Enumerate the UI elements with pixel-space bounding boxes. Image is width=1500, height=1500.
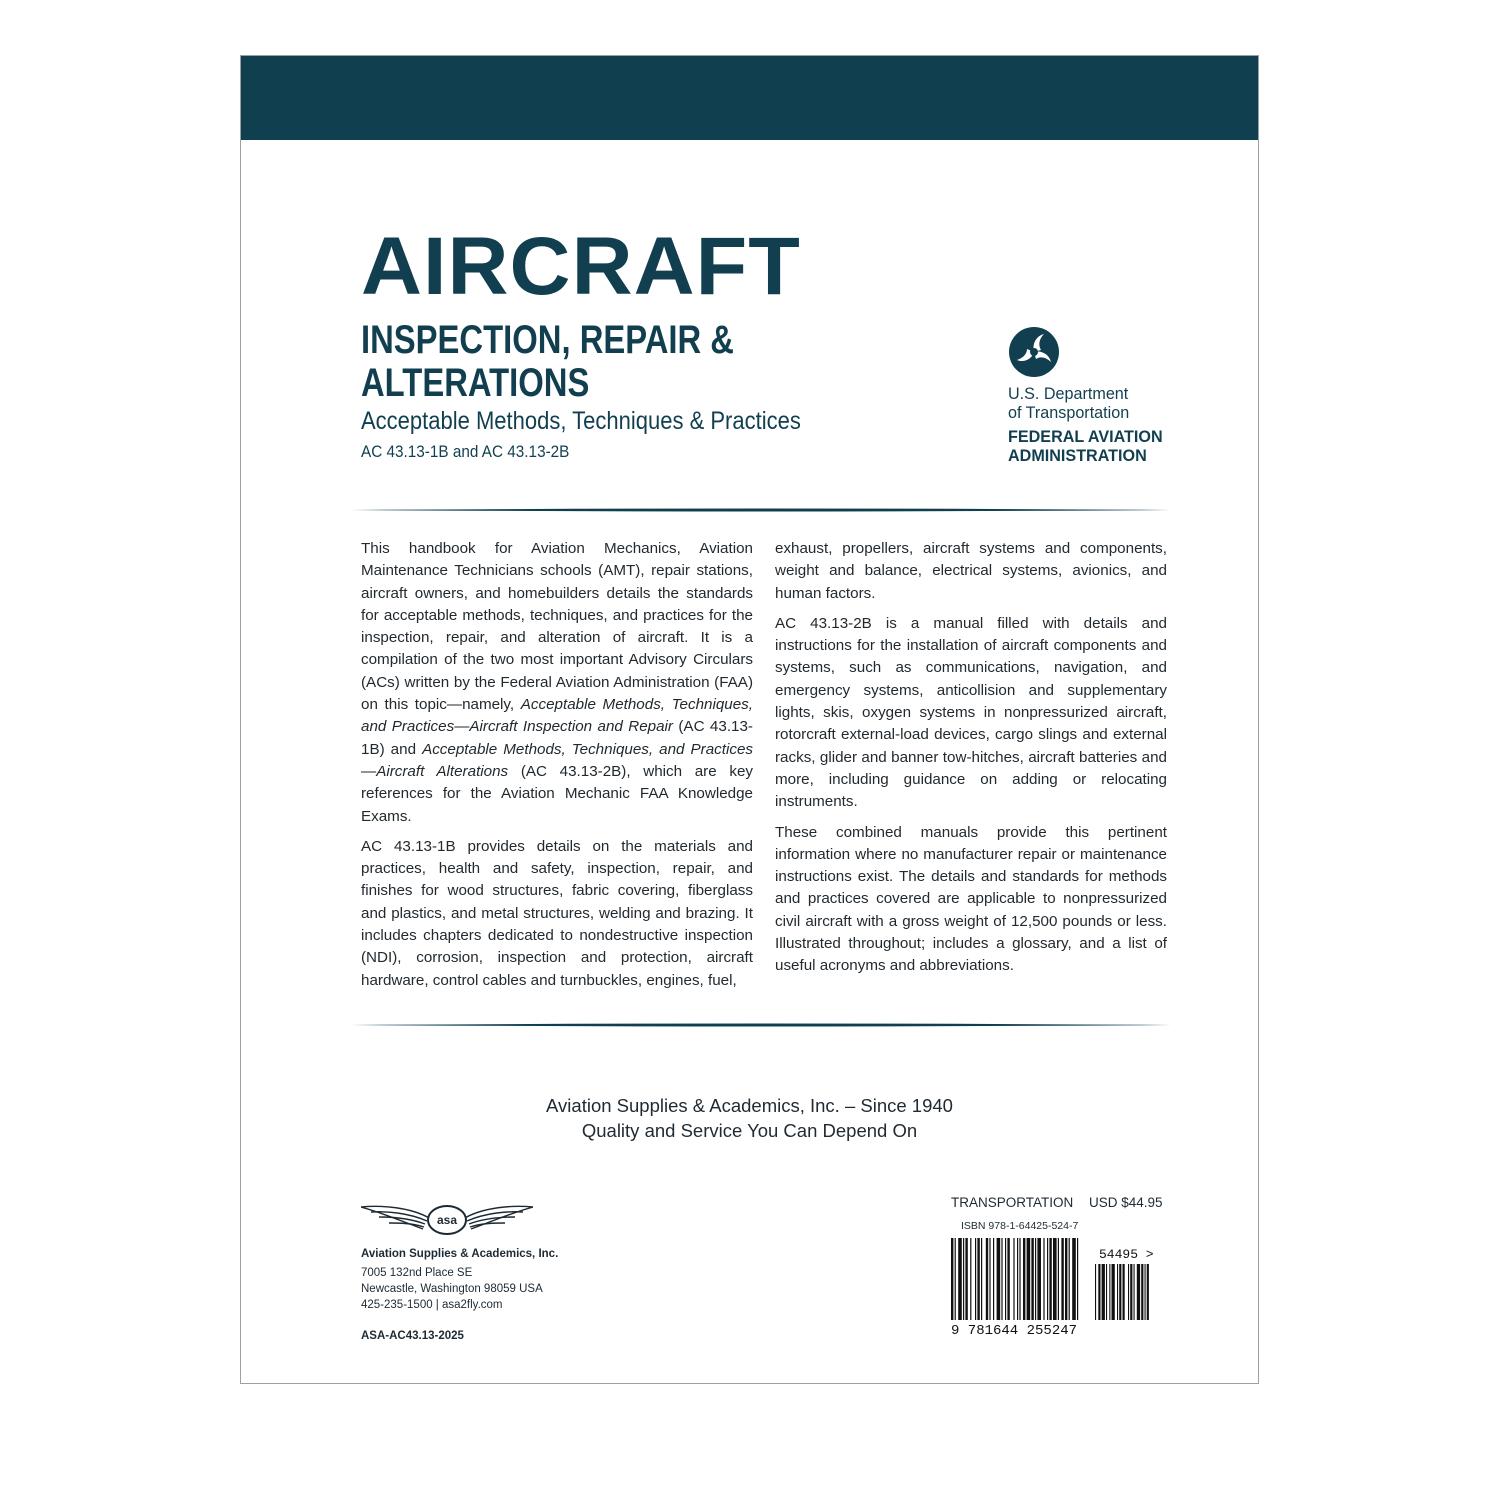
barcode-bar — [1035, 1238, 1036, 1320]
addon-bar — [1117, 1264, 1118, 1320]
barcode-bar — [997, 1238, 1001, 1320]
addon-bar — [1106, 1264, 1107, 1320]
barcode-bar — [1001, 1238, 1002, 1320]
barcode-bar — [1031, 1238, 1033, 1320]
title-subtitle-line2: ALTERATIONS — [361, 361, 590, 405]
barcode-block — [949, 1194, 1179, 1344]
title-main: AIRCRAFT — [361, 221, 801, 312]
barcode-bar — [981, 1238, 982, 1320]
publisher-address-2: Newcastle, Washington 98059 USA — [361, 1283, 543, 1295]
barcode-addon-digits: 54495 > — [1099, 1247, 1154, 1262]
footer-tagline-1: Aviation Supplies & Academics, Inc. – Since 1940 — [546, 1095, 953, 1116]
addon-bar — [1098, 1264, 1100, 1320]
barcode-bar — [1065, 1238, 1067, 1320]
barcode-bar — [1019, 1238, 1020, 1320]
p1-text-c: (AC 43.13-2B), which are key references for the Aviation Mechanic FAA Knowledge Exams. — [361, 762, 753, 825]
description-paragraph-4: These combined manuals provide this pertinent information where no manufacturer repair or maintenance instructions exist. The details and standards for methods and practices covered are applicable to nonpressurized civil aircraft with a gross weight of 12,500 pounds or less. Illustrated throughout; includes a glossary, and a list of useful acronyms and abbreviations. — [775, 823, 1167, 975]
divider-bottom — [351, 1022, 1171, 1028]
description-paragraph-1 — [361, 538, 753, 828]
addon-bar — [1145, 1264, 1146, 1320]
publisher-address-1: 7005 132nd Place SE — [361, 1267, 473, 1279]
addon-bar — [1141, 1264, 1143, 1320]
agency-line2: of Transportation — [1008, 403, 1130, 422]
barcode-bar — [1013, 1238, 1014, 1320]
p1-text-a: This handbook for Aviation Mechanics, Aviation Maintenance Technicians schools (AMT), repair stations, aircraft owners, and homebuilders details the standards for acceptable methods, techniques, and practices for the inspection, repair, and alteration of aircraft. It is a compilation of the two most important Advisory Circulars (ACs) written by the Federal Aviation Administration (FAA) on this topic—namely, — [361, 540, 753, 714]
barcode-bar — [955, 1238, 956, 1320]
asa-wings-logo — [361, 1199, 533, 1241]
agency-line3: FEDERAL AVIATION — [1008, 427, 1163, 446]
top-color-band — [241, 56, 1258, 140]
addon-bar — [1130, 1264, 1132, 1320]
agency-line1: U.S. Department — [1008, 384, 1129, 403]
addon-bar — [1147, 1264, 1149, 1320]
barcode-bar — [970, 1238, 971, 1320]
barcode-bar — [1017, 1238, 1018, 1320]
description-paragraph-3: AC 43.13-2B is a manual filled with details and instructions for the installation of aircraft components and systems, such as communications, navigation, and emergency systems, anticollision and supplementary lights, skis, oxygen systems in nonpressurized aircraft, rotorcraft external-load devices, cargo slings and external racks, glider and banner tow-hitches, aircraft batteries and more, including guidance on adding or relocating instruments. — [775, 614, 1167, 811]
barcode-bar — [1043, 1238, 1044, 1320]
agency-line4: ADMINISTRATION — [1008, 446, 1147, 465]
barcode-digits: 9 781644 255247 — [951, 1323, 1078, 1338]
addon-bar — [1109, 1264, 1110, 1320]
barcode-bar — [1005, 1238, 1006, 1320]
barcode-bar — [975, 1238, 976, 1320]
barcode-bar — [977, 1238, 979, 1320]
barcode-isbn: ISBN 978-1-64425-524-7 — [961, 1220, 1079, 1232]
barcode-bar — [1072, 1238, 1076, 1320]
asa-logo-text: asa — [436, 1213, 458, 1227]
barcode-bar — [993, 1238, 994, 1320]
p1-italic-title-1: Acceptable Methods, Techniques, and Practices—Aircraft Inspection and Repair — [361, 696, 753, 736]
addon-bar — [1128, 1264, 1129, 1320]
barcode-bar — [1049, 1238, 1051, 1320]
isbn-barcode — [949, 1238, 1179, 1338]
barcode-bar — [1007, 1238, 1009, 1320]
barcode-bar — [986, 1238, 988, 1320]
barcode-bar — [958, 1238, 962, 1320]
title-tagline: Acceptable Methods, Techniques & Practices — [361, 407, 801, 435]
addon-bar — [1137, 1264, 1140, 1320]
barcode-bar — [1037, 1238, 1041, 1320]
addon-bar — [1119, 1264, 1121, 1320]
p1-italic-title-2: Acceptable Methods, Techniques, and Practices—Aircraft Alterations — [361, 740, 753, 780]
barcode-bar — [1077, 1238, 1078, 1320]
addon-bar — [1102, 1264, 1105, 1320]
title-ac-numbers: AC 43.13-1B and AC 43.13-2B — [361, 442, 570, 461]
barcode-bar — [951, 1238, 953, 1320]
addon-bar — [1123, 1264, 1125, 1320]
title-subtitle-line1: INSPECTION, REPAIR & — [361, 318, 734, 362]
description-column-right — [775, 538, 1167, 986]
barcode-bar — [965, 1238, 967, 1320]
barcode-category: TRANSPORTATION — [951, 1195, 1074, 1210]
description-paragraph-2-continued: exhaust, propellers, aircraft systems and components, weight and balance, electrical systems, avionics, and human factors. — [775, 540, 1167, 602]
dot-triskelion-icon — [1008, 326, 1060, 378]
publisher-name: Aviation Supplies & Academics, Inc. — [361, 1248, 559, 1260]
barcode-bar — [1058, 1238, 1059, 1320]
footer-tagline-2: Quality and Service You Can Depend On — [581, 1120, 918, 1141]
addon-bar — [1112, 1264, 1115, 1320]
publisher-contact: 425-235-1500 | asa2fly.com — [361, 1299, 503, 1311]
addon-bar — [1095, 1264, 1096, 1320]
product-code: ASA-AC43.13-2025 — [361, 1330, 464, 1342]
addon-bar — [1134, 1264, 1135, 1320]
barcode-bar — [1023, 1238, 1025, 1320]
barcode-bar — [1027, 1238, 1031, 1320]
book-back-cover — [240, 55, 1259, 1384]
p1-text-b: (AC 43.13-1B) and — [361, 718, 753, 758]
barcode-bar — [1069, 1238, 1070, 1320]
barcode-bar — [1047, 1238, 1048, 1320]
barcode-bar — [1053, 1238, 1057, 1320]
barcode-price: USD $44.95 — [1089, 1195, 1163, 1210]
barcode-bar — [963, 1238, 964, 1320]
description-column-left — [361, 538, 753, 1000]
divider-top — [351, 507, 1171, 513]
barcode-bar — [1061, 1238, 1063, 1320]
barcode-bar — [989, 1238, 990, 1320]
description-paragraph-2: AC 43.13-1B provides details on the materials and practices, health and safety, inspection, repair, and finishes for wood structures, fabric covering, fiberglass and plastics, and metal structures, welding and brazing. It includes chapters dedicated to nondestructive inspection (NDI), corrosion, inspection and protection, aircraft hardware, control cables and turnbuckles, engines, fuel, — [361, 837, 753, 989]
